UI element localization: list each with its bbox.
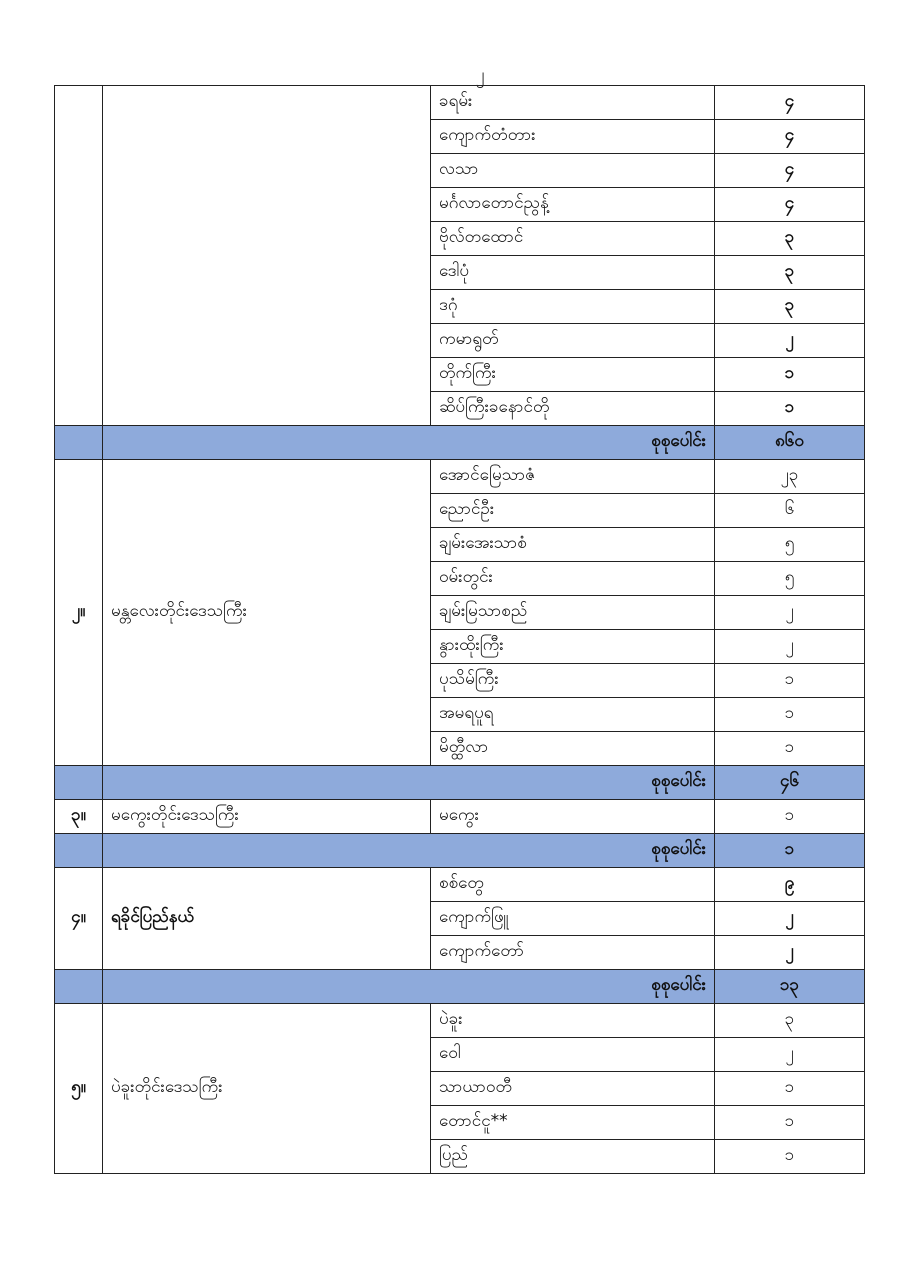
- subtotal-value: ၁၃: [715, 970, 865, 1004]
- township-count: ၃: [715, 256, 865, 290]
- township-count: ၁: [715, 732, 865, 766]
- table-row: [55, 868, 865, 902]
- subtotal-label: စုစုပေါင်း: [103, 834, 715, 868]
- subtotal-row: [55, 970, 865, 1004]
- township-count: ၃: [715, 290, 865, 324]
- section-number: ၃။: [55, 800, 103, 834]
- township-count: ၂: [715, 936, 865, 970]
- township-count: ၂: [715, 1038, 865, 1072]
- region-name: မန္တလေးတိုင်းဒေသကြီး: [103, 460, 431, 766]
- township-count: ၂: [715, 630, 865, 664]
- township-count: ၄: [715, 188, 865, 222]
- subtotal-spacer: [55, 426, 103, 460]
- township-count: ၄: [715, 120, 865, 154]
- region-name: ရခိုင်ပြည်နယ်: [103, 868, 431, 970]
- township-count: ၆: [715, 494, 865, 528]
- section-number: ၄။: [55, 868, 103, 970]
- page-number: ၂: [475, 64, 485, 85]
- township-count: ၁: [715, 664, 865, 698]
- section-number: [55, 86, 103, 426]
- region-name: မကွေးတိုင်းဒေသကြီး: [103, 800, 431, 834]
- township-name: ဆိပ်ကြီးခနောင်တို: [431, 392, 715, 426]
- township-name: တိုက်ကြီး: [431, 358, 715, 392]
- township-name: မင်္ဂလာတောင်ညွန့်: [431, 188, 715, 222]
- township-count: ၃: [715, 1004, 865, 1038]
- township-count: ၂: [715, 596, 865, 630]
- township-name: အောင်မြေသာဇံ: [431, 460, 715, 494]
- township-name: ချမ်းအေးသာစံ: [431, 528, 715, 562]
- township-name: မကွေး: [431, 800, 715, 834]
- township-count: ၄: [715, 86, 865, 120]
- township-count: ၁: [715, 1072, 865, 1106]
- township-count: ၁: [715, 1140, 865, 1174]
- township-name: ကျောက်ဖြူ: [431, 902, 715, 936]
- region-name: [103, 86, 431, 426]
- subtotal-spacer: [55, 834, 103, 868]
- township-name: ကျောက်တံတား: [431, 120, 715, 154]
- section-number: ၂။: [55, 460, 103, 766]
- table-row: [55, 86, 865, 120]
- township-name: မိတ္ထီလာ: [431, 732, 715, 766]
- township-name: တောင်ငူ**: [431, 1106, 715, 1140]
- township-table: [54, 85, 865, 1174]
- subtotal-label: စုစုပေါင်း: [103, 766, 715, 800]
- township-name: ချမ်းမြသာစည်: [431, 596, 715, 630]
- township-count: ၉: [715, 868, 865, 902]
- township-count: ၁: [715, 800, 865, 834]
- township-count: ၁: [715, 1106, 865, 1140]
- township-name: ပုသိမ်ကြီး: [431, 664, 715, 698]
- township-name: ဒေါပုံ: [431, 256, 715, 290]
- township-name: ဒဂုံ: [431, 290, 715, 324]
- subtotal-value: ၈၆၀: [715, 426, 865, 460]
- subtotal-row: [55, 766, 865, 800]
- township-name: ပြည်: [431, 1140, 715, 1174]
- township-name: အမရပူရ: [431, 698, 715, 732]
- township-count: ၅: [715, 528, 865, 562]
- township-count: ၁: [715, 392, 865, 426]
- township-name: ကျောက်တော်: [431, 936, 715, 970]
- table-row: [55, 800, 865, 834]
- township-name: လသာ: [431, 154, 715, 188]
- region-name: ပဲခူးတိုင်းဒေသကြီး: [103, 1004, 431, 1174]
- subtotal-label: စုစုပေါင်း: [103, 970, 715, 1004]
- subtotal-spacer: [55, 766, 103, 800]
- township-name: နွားထိုးကြီး: [431, 630, 715, 664]
- township-count: ၅: [715, 562, 865, 596]
- township-count: ၂၃: [715, 460, 865, 494]
- section-number: ၅။: [55, 1004, 103, 1174]
- table-row: [55, 1004, 865, 1038]
- township-name: ဝမ်းတွင်း: [431, 562, 715, 596]
- table-row: [55, 460, 865, 494]
- subtotal-value: ၄၆: [715, 766, 865, 800]
- township-count: ၂: [715, 902, 865, 936]
- township-count: ၄: [715, 154, 865, 188]
- township-count: ၃: [715, 222, 865, 256]
- township-count: ၁: [715, 358, 865, 392]
- township-name: ဝေါ: [431, 1038, 715, 1072]
- township-name: သာယာဝတီ: [431, 1072, 715, 1106]
- township-count: ၁: [715, 698, 865, 732]
- township-name: ပဲခူး: [431, 1004, 715, 1038]
- township-name: ညောင်ဦး: [431, 494, 715, 528]
- subtotal-label: စုစုပေါင်း: [103, 426, 715, 460]
- township-name: ကမာရွတ်: [431, 324, 715, 358]
- subtotal-value: ၁: [715, 834, 865, 868]
- subtotal-row: [55, 834, 865, 868]
- table-body: [55, 86, 865, 1174]
- subtotal-spacer: [55, 970, 103, 1004]
- township-name: ဗိုလ်တထောင်: [431, 222, 715, 256]
- township-name: စစ်တွေ: [431, 868, 715, 902]
- township-count: ၂: [715, 324, 865, 358]
- township-name: ခရမ်း: [431, 86, 715, 120]
- subtotal-row: [55, 426, 865, 460]
